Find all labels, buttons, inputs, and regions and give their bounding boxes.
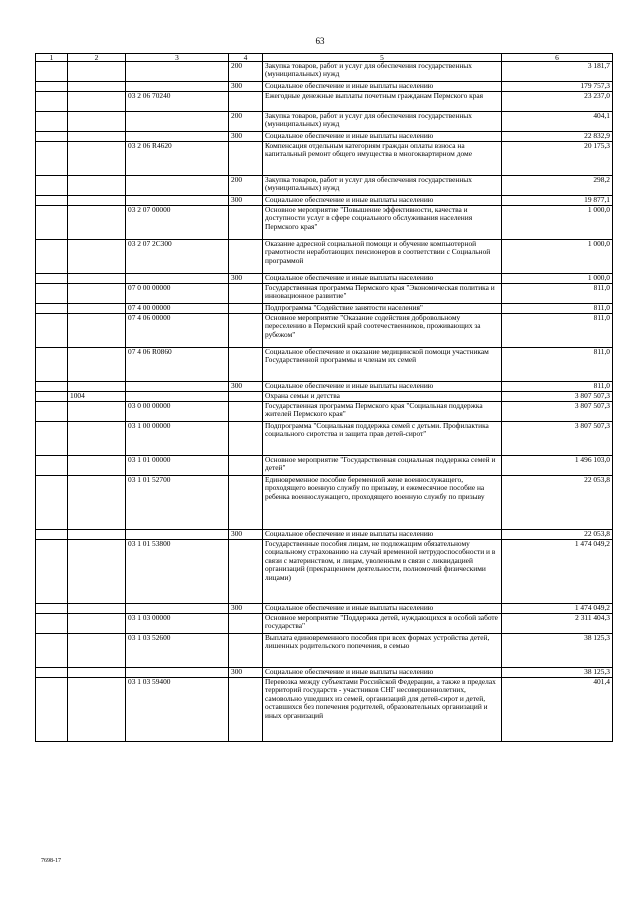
subsection-cell: [68, 92, 126, 112]
subsection-cell: [68, 176, 126, 196]
description-cell: Подпрограмма "Содействие занятости населения": [263, 304, 502, 314]
amount-cell: 3 807 507,3: [502, 422, 613, 456]
target-article-cell: [126, 530, 229, 540]
page-number: 63: [315, 36, 325, 46]
amount-cell: 1 000,0: [502, 274, 613, 284]
amount-cell: 1 474 049,2: [502, 604, 613, 614]
description-cell: Социальное обеспечение и иные выплаты населению: [263, 382, 502, 392]
expense-type-cell: 300: [229, 382, 263, 392]
table-row: [36, 392, 613, 402]
target-article-cell: [126, 176, 229, 196]
subsection-cell: [68, 422, 126, 456]
expense-type-cell: [229, 540, 263, 604]
target-article-cell: 03 1 00 00000: [126, 422, 229, 456]
section-cell: [36, 62, 68, 82]
section-cell: [36, 112, 68, 132]
description-cell: Социальное обеспечение и иные выплаты населению: [263, 604, 502, 614]
table-row: [36, 314, 613, 348]
subsection-cell: [68, 456, 126, 476]
target-article-cell: 03 1 03 59400: [126, 678, 229, 742]
expense-type-cell: 300: [229, 604, 263, 614]
section-cell: [36, 196, 68, 206]
table-row: [36, 634, 613, 668]
table-row: [36, 82, 613, 92]
subsection-cell: [68, 348, 126, 382]
subsection-cell: [68, 678, 126, 742]
expense-type-cell: 300: [229, 196, 263, 206]
target-article-cell: [126, 112, 229, 132]
subsection-cell: [68, 132, 126, 142]
section-cell: [36, 540, 68, 604]
table-row: [36, 304, 613, 314]
expense-type-cell: 200: [229, 176, 263, 196]
description-cell: Единовременное пособие беременной жене военнослужащего, проходящего военную службу по призыву, и ежемесячное пособие на ребенка военнослужащего, проходящего военную службу по призыву: [263, 476, 502, 530]
description-cell: Государственные пособия лицам, не подлежащим обязательному социальному страхованию на случай временной нетрудоспособности и в связи с материнством, и лицам, уволенным в связи с ликвидацией организаций (прекращением деятельности, полномочий физическими лицами): [263, 540, 502, 604]
budget-table: [35, 53, 613, 742]
description-cell: Социальное обеспечение и иные выплаты населению: [263, 132, 502, 142]
description-cell: Выплата единовременного пособия при всех формах устройства детей, лишенных родительского попечения, в семью: [263, 634, 502, 668]
amount-cell: 23 237,0: [502, 92, 613, 112]
table-row: [36, 456, 613, 476]
amount-cell: 401,4: [502, 678, 613, 742]
target-article-cell: 03 2 06 70240: [126, 92, 229, 112]
expense-type-cell: [229, 634, 263, 668]
section-cell: [36, 402, 68, 422]
subsection-cell: [68, 614, 126, 634]
description-cell: Основное мероприятие "Оказание содействия добровольному переселению в Пермский край соотечественников, проживающих за рубежом": [263, 314, 502, 348]
table-row: [36, 176, 613, 196]
expense-type-cell: [229, 314, 263, 348]
amount-cell: 3 807 507,3: [502, 402, 613, 422]
target-article-cell: 03 2 07 2С300: [126, 240, 229, 274]
table-row: [36, 274, 613, 284]
expense-type-cell: [229, 92, 263, 112]
amount-cell: 811,0: [502, 314, 613, 348]
description-cell: Подпрограмма "Социальная поддержка семей с детьми. Профилактика социального сиротства и защита прав детей-сирот": [263, 422, 502, 456]
target-article-cell: 07 4 06 R0860: [126, 348, 229, 382]
subsection-cell: [68, 82, 126, 92]
amount-cell: 1 000,0: [502, 206, 613, 240]
subsection-cell: [68, 196, 126, 206]
target-article-cell: [126, 132, 229, 142]
amount-cell: 811,0: [502, 348, 613, 382]
expense-type-cell: [229, 304, 263, 314]
description-cell: Социальное обеспечение и иные выплаты населению: [263, 530, 502, 540]
expense-type-cell: [229, 348, 263, 382]
target-article-cell: [126, 274, 229, 284]
section-cell: [36, 422, 68, 456]
column-header: 1: [36, 54, 68, 62]
expense-type-cell: [229, 206, 263, 240]
section-cell: [36, 382, 68, 392]
table-row: [36, 142, 613, 176]
expense-type-cell: [229, 456, 263, 476]
target-article-cell: [126, 604, 229, 614]
target-article-cell: [126, 62, 229, 82]
amount-cell: 404,1: [502, 112, 613, 132]
amount-cell: 179 757,3: [502, 82, 613, 92]
section-cell: [36, 456, 68, 476]
target-article-cell: [126, 382, 229, 392]
expense-type-cell: 200: [229, 112, 263, 132]
amount-cell: 38 125,3: [502, 668, 613, 678]
expense-type-cell: 300: [229, 82, 263, 92]
expense-type-cell: 200: [229, 62, 263, 82]
amount-cell: 22 832,9: [502, 132, 613, 142]
section-cell: [36, 476, 68, 530]
description-cell: Социальное обеспечение и оказание медицинской помощи участникам Государственной программы и членам их семей: [263, 348, 502, 382]
table-row: [36, 614, 613, 634]
expense-type-cell: 300: [229, 668, 263, 678]
target-article-cell: [126, 196, 229, 206]
expense-type-cell: [229, 284, 263, 304]
amount-cell: 3 181,7: [502, 62, 613, 82]
amount-cell: 298,2: [502, 176, 613, 196]
table-body: [36, 62, 613, 742]
amount-cell: 811,0: [502, 304, 613, 314]
table-row: [36, 132, 613, 142]
table-row: [36, 530, 613, 540]
table-row: [36, 196, 613, 206]
table-row: [36, 284, 613, 304]
description-cell: Государственная программа Пермского края "Экономическая политика и инновационное развитие": [263, 284, 502, 304]
section-cell: [36, 314, 68, 348]
subsection-cell: [68, 284, 126, 304]
section-cell: [36, 348, 68, 382]
subsection-cell: [68, 240, 126, 274]
amount-cell: 22 053,8: [502, 530, 613, 540]
description-cell: Закупка товаров, работ и услуг для обеспечения государственных (муниципальных) нужд: [263, 112, 502, 132]
subsection-cell: [68, 530, 126, 540]
subsection-cell: [68, 402, 126, 422]
section-cell: [36, 668, 68, 678]
amount-cell: 811,0: [502, 382, 613, 392]
expense-type-cell: [229, 614, 263, 634]
section-cell: [36, 274, 68, 284]
section-cell: [36, 92, 68, 112]
table-row: [36, 604, 613, 614]
table-row: [36, 62, 613, 82]
section-cell: [36, 82, 68, 92]
description-cell: Компенсация отдельным категориям граждан оплаты взноса на капитальный ремонт общего имущества в многоквартирном доме: [263, 142, 502, 176]
target-article-cell: 03 2 07 00000: [126, 206, 229, 240]
description-cell: Закупка товаров, работ и услуг для обеспечения государственных (муниципальных) нужд: [263, 62, 502, 82]
section-cell: [36, 614, 68, 634]
description-cell: Охрана семьи и детства: [263, 392, 502, 402]
amount-cell: 38 125,3: [502, 634, 613, 668]
subsection-cell: [68, 274, 126, 284]
target-article-cell: 07 4 00 00000: [126, 304, 229, 314]
table-row: [36, 668, 613, 678]
section-cell: [36, 240, 68, 274]
description-cell: Основное мероприятие "Поддержка детей, нуждающихся в особой заботе государства": [263, 614, 502, 634]
target-article-cell: 03 1 03 52600: [126, 634, 229, 668]
target-article-cell: 03 0 00 00000: [126, 402, 229, 422]
description-cell: Оказание адресной социальной помощи и обучение компьютерной грамотности неработающих пенсионеров в соответствии с Социальной программой: [263, 240, 502, 274]
description-cell: Государственная программа Пермского края "Социальная поддержка жителей Пермского края": [263, 402, 502, 422]
section-cell: [36, 634, 68, 668]
target-article-cell: 03 1 03 00000: [126, 614, 229, 634]
target-article-cell: 03 2 06 R4620: [126, 142, 229, 176]
column-header: 3: [126, 54, 229, 62]
target-article-cell: 03 1 01 00000: [126, 456, 229, 476]
subsection-cell: [68, 304, 126, 314]
table-row: [36, 678, 613, 742]
table-row: [36, 92, 613, 112]
subsection-cell: [68, 476, 126, 530]
table-row: [36, 112, 613, 132]
section-cell: [36, 530, 68, 540]
subsection-cell: [68, 206, 126, 240]
section-cell: [36, 678, 68, 742]
subsection-cell: [68, 634, 126, 668]
description-cell: Перевозка между субъектами Российской Федерации, а также в пределах территорий государств - участников СНГ несовершеннолетних, самовольно ушедших из семей, организаций для детей-сирот и детей, оставшихся без попечения родителей, образовательных организаций и иных организаций: [263, 678, 502, 742]
section-cell: [36, 132, 68, 142]
amount-cell: 1 474 049,2: [502, 540, 613, 604]
table-header-row: [36, 54, 613, 62]
amount-cell: 3 807 507,3: [502, 392, 613, 402]
expense-type-cell: [229, 142, 263, 176]
table-row: [36, 476, 613, 530]
description-cell: Основное мероприятие "Повышение эффективности, качества и доступности услуг в сфере социального обслуживания населения Пермского края": [263, 206, 502, 240]
section-cell: [36, 284, 68, 304]
expense-type-cell: [229, 240, 263, 274]
section-cell: [36, 142, 68, 176]
target-article-cell: 03 1 01 52700: [126, 476, 229, 530]
table-row: [36, 240, 613, 274]
section-cell: [36, 304, 68, 314]
description-cell: Закупка товаров, работ и услуг для обеспечения государственных (муниципальных) нужд: [263, 176, 502, 196]
footer-code: 7698-17: [41, 858, 61, 864]
expense-type-cell: [229, 402, 263, 422]
target-article-cell: 03 1 01 53800: [126, 540, 229, 604]
column-header: 6: [502, 54, 613, 62]
section-cell: [36, 392, 68, 402]
description-cell: Социальное обеспечение и иные выплаты населению: [263, 196, 502, 206]
description-cell: Социальное обеспечение и иные выплаты населению: [263, 668, 502, 678]
subsection-cell: [68, 112, 126, 132]
section-cell: [36, 604, 68, 614]
description-cell: Основное мероприятие "Государственная социальная поддержка семей и детей": [263, 456, 502, 476]
table-row: [36, 348, 613, 382]
expense-type-cell: [229, 678, 263, 742]
column-header: 5: [263, 54, 502, 62]
table-row: [36, 402, 613, 422]
expense-type-cell: 300: [229, 132, 263, 142]
amount-cell: 2 311 404,3: [502, 614, 613, 634]
subsection-cell: [68, 142, 126, 176]
expense-type-cell: 300: [229, 274, 263, 284]
amount-cell: 20 175,3: [502, 142, 613, 176]
expense-type-cell: [229, 422, 263, 456]
target-article-cell: 07 4 06 00000: [126, 314, 229, 348]
table-row: [36, 382, 613, 392]
table-row: [36, 206, 613, 240]
subsection-cell: [68, 668, 126, 678]
section-cell: [36, 206, 68, 240]
expense-type-cell: [229, 476, 263, 530]
subsection-cell: [68, 604, 126, 614]
expense-type-cell: 300: [229, 530, 263, 540]
table-row: [36, 422, 613, 456]
column-header: 4: [229, 54, 263, 62]
table-row: [36, 540, 613, 604]
column-header: 2: [68, 54, 126, 62]
subsection-cell: [68, 382, 126, 392]
target-article-cell: [126, 82, 229, 92]
description-cell: Социальное обеспечение и иные выплаты населению: [263, 274, 502, 284]
amount-cell: 1 000,0: [502, 240, 613, 274]
amount-cell: 811,0: [502, 284, 613, 304]
subsection-cell: 1004: [68, 392, 126, 402]
expense-type-cell: [229, 392, 263, 402]
section-cell: [36, 176, 68, 196]
description-cell: Ежегодные денежные выплаты почетным гражданам Пермского края: [263, 92, 502, 112]
subsection-cell: [68, 540, 126, 604]
description-cell: Социальное обеспечение и иные выплаты населению: [263, 82, 502, 92]
amount-cell: 1 496 103,0: [502, 456, 613, 476]
subsection-cell: [68, 62, 126, 82]
target-article-cell: [126, 392, 229, 402]
subsection-cell: [68, 314, 126, 348]
target-article-cell: [126, 668, 229, 678]
target-article-cell: 07 0 00 00000: [126, 284, 229, 304]
amount-cell: 19 877,1: [502, 196, 613, 206]
amount-cell: 22 053,8: [502, 476, 613, 530]
